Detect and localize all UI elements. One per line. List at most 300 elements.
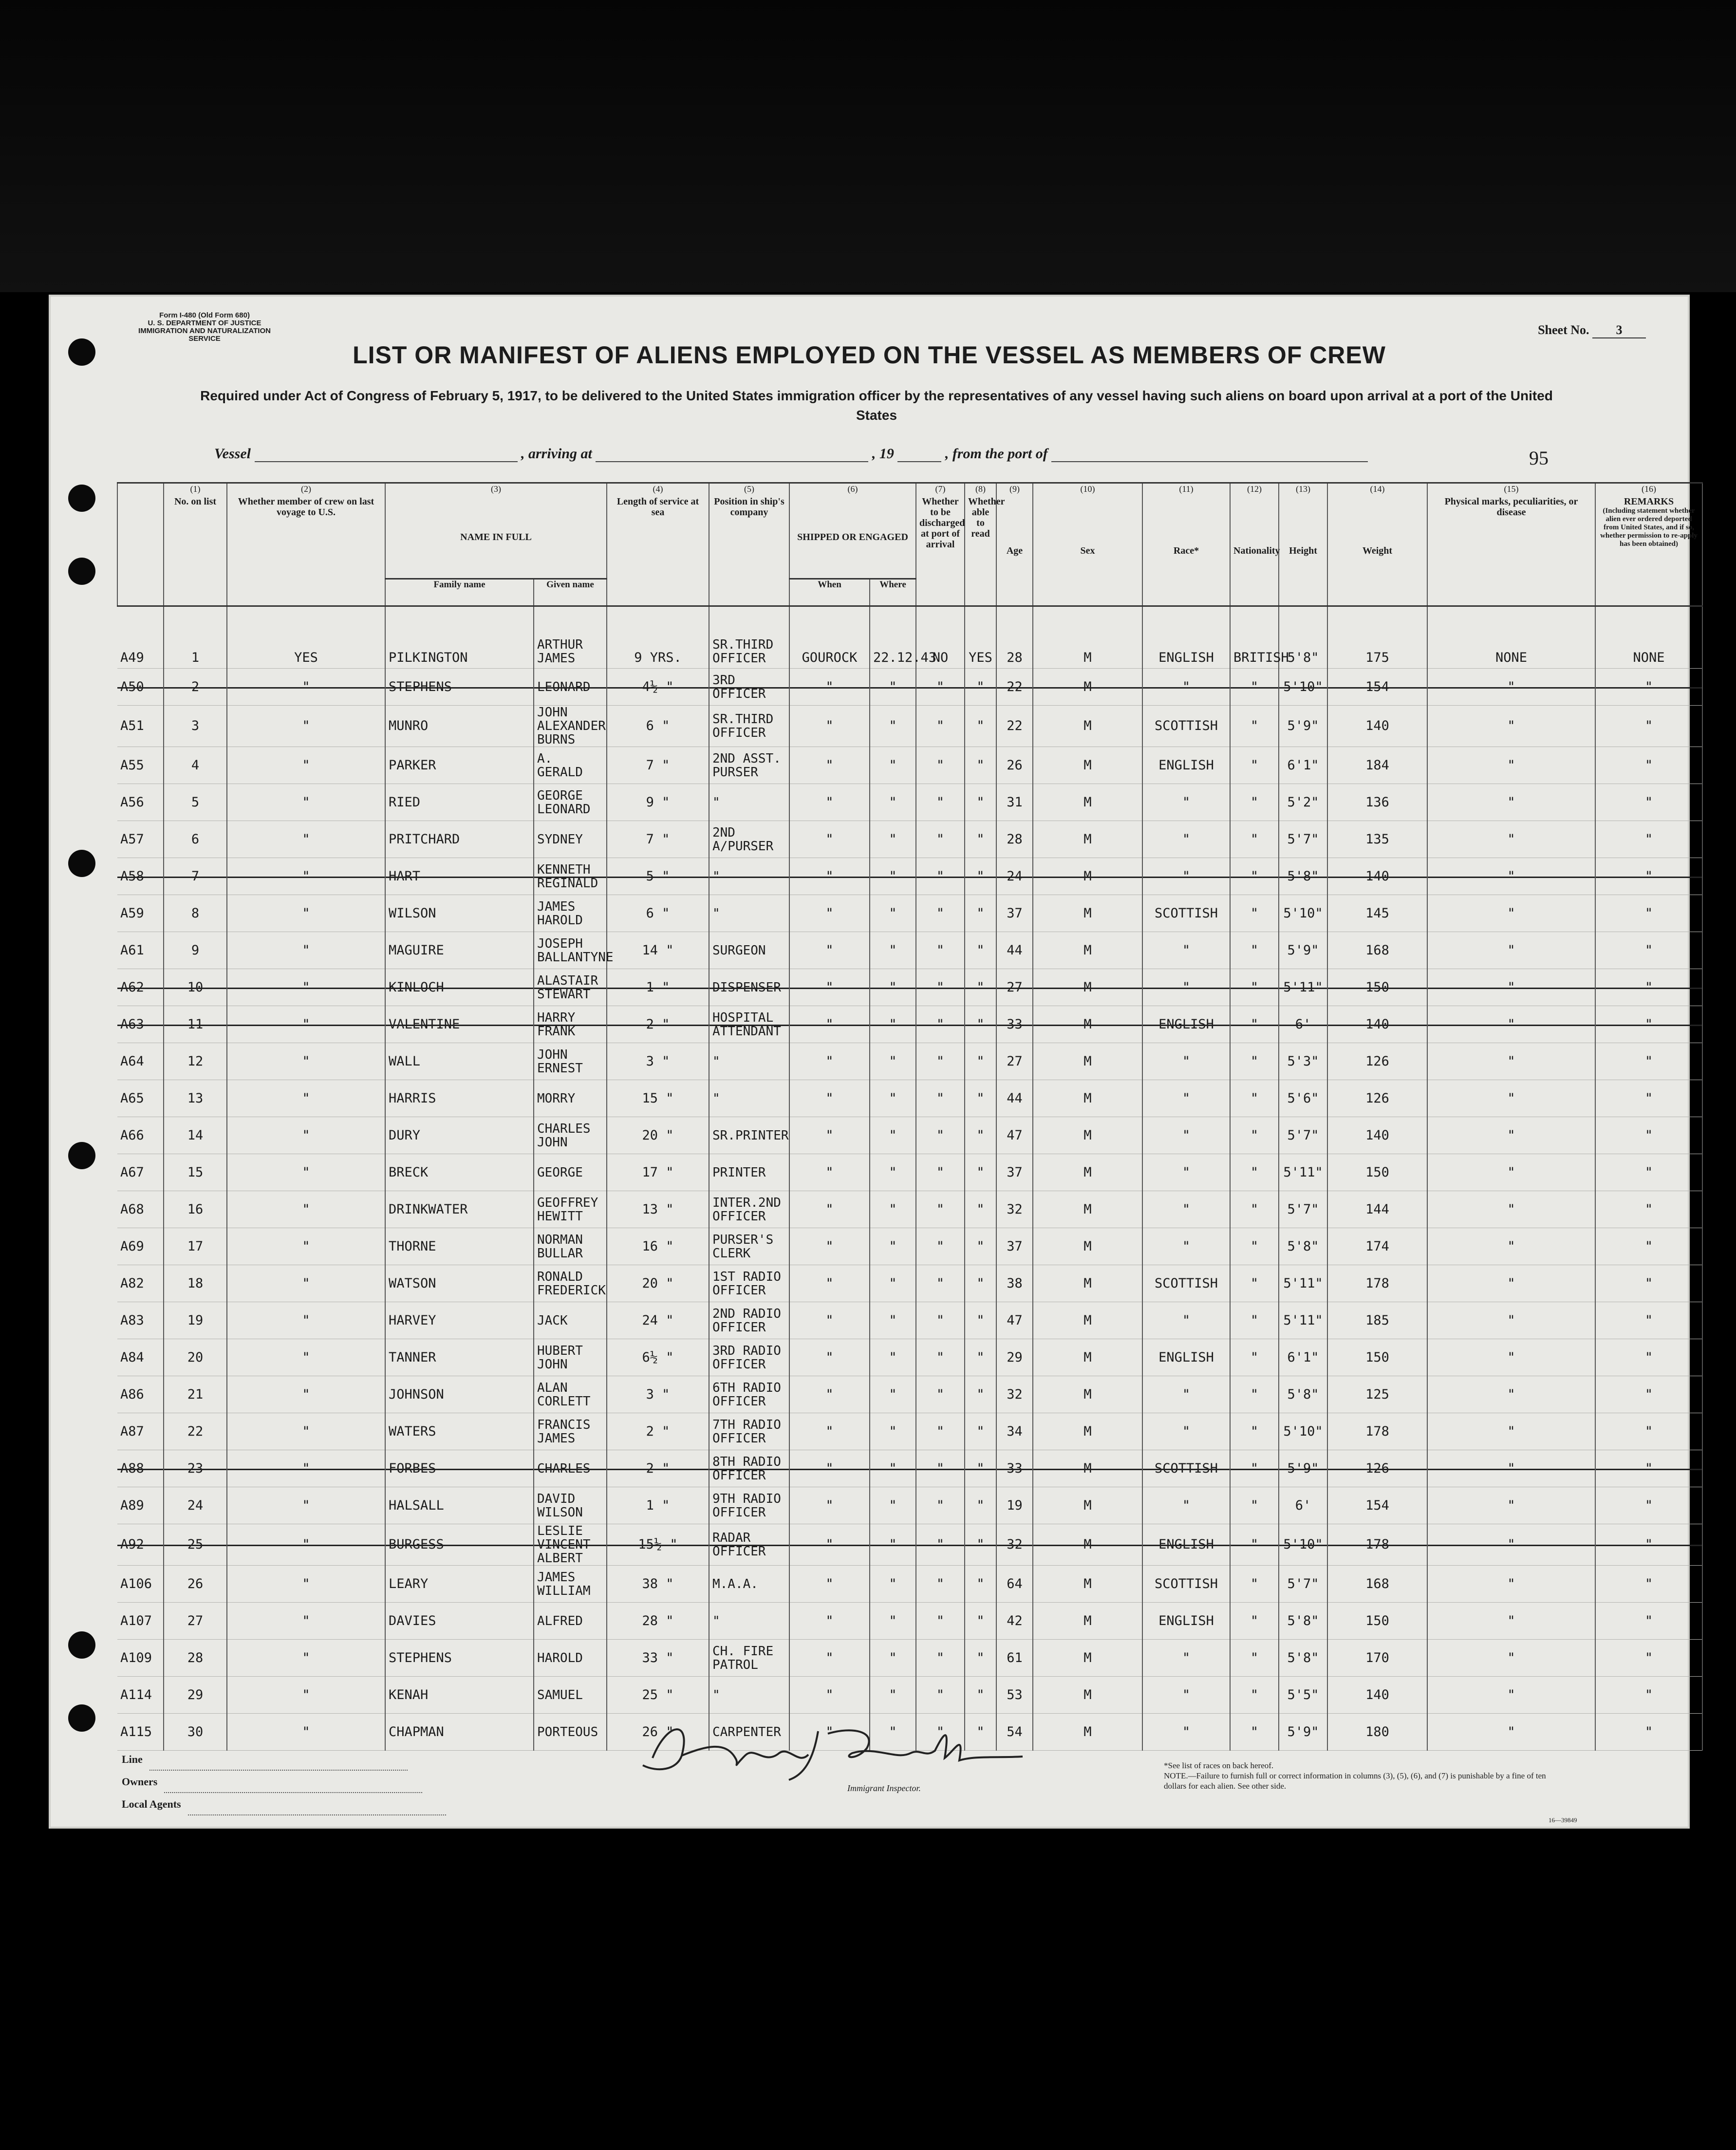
nationality-cell: ": [1230, 1524, 1279, 1566]
discharged-cell: ": [916, 1376, 965, 1413]
length-of-service-cell: 3 ": [607, 1376, 709, 1413]
length-of-service-cell: 4½ ": [607, 669, 709, 706]
age-cell: 22: [996, 669, 1033, 706]
table-row: [117, 606, 1702, 669]
weight-cell: 140: [1327, 1117, 1427, 1154]
physical-marks-cell: ": [1427, 969, 1595, 1006]
able-to-read-cell: ": [965, 858, 996, 895]
shipped-when-cell: ": [789, 1376, 870, 1413]
remarks-cell: ": [1595, 1043, 1702, 1080]
race-cell: ": [1142, 969, 1230, 1006]
list-id-cell: A66: [117, 1117, 164, 1154]
physical-marks-cell: ": [1427, 1450, 1595, 1487]
age-cell: 19: [996, 1487, 1033, 1524]
physical-marks-cell: ": [1427, 1524, 1595, 1566]
given-name-cell: HAROLD: [534, 1640, 607, 1677]
able-to-read-cell: ": [965, 669, 996, 706]
family-name-cell: WALL: [385, 1043, 534, 1080]
list-id-cell: A51: [117, 706, 164, 747]
row-number-cell: 30: [164, 1714, 227, 1751]
table-row: [117, 1450, 1702, 1487]
age-cell: 32: [996, 1191, 1033, 1228]
shipped-when-cell: ": [789, 895, 870, 932]
shipped-when-cell: ": [789, 821, 870, 858]
column-number-row: [117, 483, 1702, 497]
list-id-cell: A86: [117, 1376, 164, 1413]
shipped-when-cell: ": [789, 1714, 870, 1751]
table-row: [117, 932, 1702, 969]
remarks-subtitle: (Including statement whether alien ever ordered deported from United States, and if so, whether permission to re-apply has been obtained): [1600, 507, 1698, 548]
list-id-cell: A83: [117, 1302, 164, 1339]
given-name-cell: GEORGE LEONARD: [534, 784, 607, 821]
physical-marks-cell: ": [1427, 1080, 1595, 1117]
shipped-when-cell: ": [789, 1043, 870, 1080]
age-cell: 47: [996, 1302, 1033, 1339]
header-when: When: [789, 579, 870, 606]
weight-cell: 126: [1327, 1043, 1427, 1080]
binder-hole: [68, 485, 95, 512]
shipped-where-cell: ": [870, 1524, 916, 1566]
family-name-cell: DRINKWATER: [385, 1191, 534, 1228]
header-race: Race*: [1142, 496, 1230, 606]
age-cell: 33: [996, 1006, 1033, 1043]
table-row: [117, 1413, 1702, 1450]
sex-cell: M: [1033, 895, 1142, 932]
discharged-cell: ": [916, 932, 965, 969]
able-to-read-cell: ": [965, 1677, 996, 1714]
able-to-read-cell: ": [965, 1265, 996, 1302]
discharged-cell: ": [916, 1677, 965, 1714]
discharged-cell: ": [916, 1566, 965, 1603]
list-id-cell: A65: [117, 1080, 164, 1117]
form-number: Form I-480 (Old Form 680): [159, 311, 250, 319]
given-name-cell: ALASTAIR STEWART: [534, 969, 607, 1006]
row-number-cell: 22: [164, 1413, 227, 1450]
row-number-cell: 17: [164, 1228, 227, 1265]
able-to-read-cell: ": [965, 1339, 996, 1376]
weight-cell: 168: [1327, 1566, 1427, 1603]
weight-cell: 184: [1327, 747, 1427, 784]
able-to-read-cell: ": [965, 1006, 996, 1043]
physical-marks-cell: ": [1427, 1413, 1595, 1450]
race-cell: ": [1142, 1117, 1230, 1154]
sex-cell: M: [1033, 747, 1142, 784]
nationality-cell: ": [1230, 747, 1279, 784]
list-id-cell: A56: [117, 784, 164, 821]
length-of-service-cell: 6 ": [607, 895, 709, 932]
list-id-cell: A49: [117, 606, 164, 669]
crew-last-voyage-cell: ": [227, 706, 385, 747]
given-name-cell: SAMUEL: [534, 1677, 607, 1714]
shipped-where-cell: ": [870, 1080, 916, 1117]
header-sex: Sex: [1033, 496, 1142, 606]
nationality-cell: ": [1230, 1376, 1279, 1413]
age-cell: 37: [996, 895, 1033, 932]
shipped-where-cell: ": [870, 932, 916, 969]
given-name-cell: MORRY: [534, 1080, 607, 1117]
position-cell: SR.PRINTER: [709, 1117, 789, 1154]
remarks-cell: ": [1595, 1487, 1702, 1524]
discharged-cell: ": [916, 1080, 965, 1117]
length-of-service-cell: 5 ": [607, 858, 709, 895]
physical-marks-cell: ": [1427, 1191, 1595, 1228]
remarks-cell: ": [1595, 1450, 1702, 1487]
able-to-read-cell: ": [965, 1080, 996, 1117]
weight-cell: 144: [1327, 1191, 1427, 1228]
crew-last-voyage-cell: ": [227, 1302, 385, 1339]
table-row: [117, 1339, 1702, 1376]
weight-cell: 174: [1327, 1228, 1427, 1265]
crew-last-voyage-cell: ": [227, 1376, 385, 1413]
row-number-cell: 16: [164, 1191, 227, 1228]
able-to-read-cell: ": [965, 1043, 996, 1080]
shipped-where-cell: ": [870, 1117, 916, 1154]
year-blank: [897, 448, 941, 462]
shipped-where-cell: ": [870, 858, 916, 895]
shipped-when-cell: ": [789, 1566, 870, 1603]
remarks-cell: ": [1595, 1265, 1702, 1302]
given-name-cell: NORMAN BULLAR: [534, 1228, 607, 1265]
age-cell: 33: [996, 1450, 1033, 1487]
remarks-cell: ": [1595, 1603, 1702, 1640]
nationality-cell: ": [1230, 1265, 1279, 1302]
list-id-cell: A67: [117, 1154, 164, 1191]
position-cell: ": [709, 1677, 789, 1714]
shipped-when-cell: ": [789, 1413, 870, 1450]
shipped-when-cell: ": [789, 1302, 870, 1339]
owners-field: [122, 1771, 446, 1793]
sex-cell: M: [1033, 1677, 1142, 1714]
length-of-service-cell: 20 ": [607, 1117, 709, 1154]
age-cell: 37: [996, 1228, 1033, 1265]
physical-marks-cell: ": [1427, 1376, 1595, 1413]
crew-last-voyage-cell: ": [227, 1603, 385, 1640]
able-to-read-cell: ": [965, 1376, 996, 1413]
table-row: [117, 1524, 1702, 1566]
remarks-cell: ": [1595, 1191, 1702, 1228]
row-number-cell: 2: [164, 669, 227, 706]
sex-cell: M: [1033, 1487, 1142, 1524]
col-num: (16): [1595, 483, 1702, 497]
inspector-signature: [623, 1712, 1052, 1785]
shipped-where-cell: ": [870, 1376, 916, 1413]
crew-last-voyage-cell: ": [227, 784, 385, 821]
age-cell: 31: [996, 784, 1033, 821]
shipped-where-cell: ": [870, 1450, 916, 1487]
physical-marks-cell: ": [1427, 895, 1595, 932]
remarks-cell: ": [1595, 821, 1702, 858]
table-row: [117, 669, 1702, 706]
sex-cell: M: [1033, 1524, 1142, 1566]
col-num: (3): [385, 483, 607, 497]
age-cell: 22: [996, 706, 1033, 747]
height-cell: 5'11": [1279, 1265, 1327, 1302]
col-num: (7): [916, 483, 965, 497]
remarks-cell: ": [1595, 1376, 1702, 1413]
list-id-cell: A68: [117, 1191, 164, 1228]
list-id-cell: A84: [117, 1339, 164, 1376]
owners-label: Owners: [122, 1776, 158, 1788]
table-row: [117, 1117, 1702, 1154]
list-id-cell: A61: [117, 932, 164, 969]
position-cell: ": [709, 895, 789, 932]
remarks-cell: ": [1595, 669, 1702, 706]
race-cell: ": [1142, 1677, 1230, 1714]
discharged-cell: ": [916, 821, 965, 858]
crew-last-voyage-cell: ": [227, 1413, 385, 1450]
able-to-read-cell: ": [965, 1640, 996, 1677]
given-name-cell: LESLIE VINCENT ALBERT: [534, 1524, 607, 1566]
col-num: (2): [227, 483, 385, 497]
physical-marks-cell: ": [1427, 1302, 1595, 1339]
position-cell: 6TH RADIO OFFICER: [709, 1376, 789, 1413]
shipped-where-cell: ": [870, 1603, 916, 1640]
position-cell: ": [709, 1080, 789, 1117]
given-name-cell: JACK: [534, 1302, 607, 1339]
discharged-cell: ": [916, 1006, 965, 1043]
shipped-when-cell: ": [789, 1640, 870, 1677]
row-number-cell: 25: [164, 1524, 227, 1566]
row-number-cell: 29: [164, 1677, 227, 1714]
remarks-cell: ": [1595, 1080, 1702, 1117]
race-cell: ": [1142, 784, 1230, 821]
given-name-cell: LEONARD: [534, 669, 607, 706]
form-identifier: [124, 312, 285, 343]
arriving-blank: [596, 448, 868, 462]
remarks-cell: ": [1595, 1154, 1702, 1191]
height-cell: 5'5": [1279, 1677, 1327, 1714]
discharged-cell: ": [916, 1339, 965, 1376]
family-name-cell: PARKER: [385, 747, 534, 784]
race-cell: ": [1142, 669, 1230, 706]
height-cell: 5'10": [1279, 1413, 1327, 1450]
weight-cell: 140: [1327, 1677, 1427, 1714]
family-name-cell: MAGUIRE: [385, 932, 534, 969]
position-cell: DISPENSER: [709, 969, 789, 1006]
table-row: [117, 1006, 1702, 1043]
weight-cell: 180: [1327, 1714, 1427, 1751]
age-cell: 64: [996, 1566, 1033, 1603]
able-to-read-cell: ": [965, 1117, 996, 1154]
physical-marks-cell: ": [1427, 821, 1595, 858]
table-row: [117, 1640, 1702, 1677]
header-weight: Weight: [1327, 496, 1427, 606]
discharged-cell: ": [916, 1265, 965, 1302]
position-cell: SR.THIRD OFFICER: [709, 606, 789, 669]
list-id-cell: A62: [117, 969, 164, 1006]
row-number-cell: 4: [164, 747, 227, 784]
height-cell: 5'9": [1279, 1714, 1327, 1751]
list-id-cell: A106: [117, 1566, 164, 1603]
row-number-cell: 9: [164, 932, 227, 969]
row-number-cell: 23: [164, 1450, 227, 1487]
race-cell: ": [1142, 932, 1230, 969]
race-cell: ": [1142, 858, 1230, 895]
age-cell: 42: [996, 1603, 1033, 1640]
col-num: (13): [1279, 483, 1327, 497]
crew-last-voyage-cell: ": [227, 969, 385, 1006]
col-num: (10): [1033, 483, 1142, 497]
age-cell: 24: [996, 858, 1033, 895]
remarks-cell: ": [1595, 1714, 1702, 1751]
position-cell: M.A.A.: [709, 1566, 789, 1603]
col-num: (14): [1327, 483, 1427, 497]
shipped-when-cell: ": [789, 784, 870, 821]
shipped-when-cell: ": [789, 1228, 870, 1265]
discharged-cell: ": [916, 1487, 965, 1524]
able-to-read-cell: ": [965, 932, 996, 969]
weight-cell: 154: [1327, 669, 1427, 706]
shipped-when-cell: ": [789, 669, 870, 706]
shipped-where-cell: ": [870, 1640, 916, 1677]
able-to-read-cell: ": [965, 1524, 996, 1566]
weight-cell: 175: [1327, 606, 1427, 669]
shipped-where-cell: 22.12.43: [870, 606, 916, 669]
length-of-service-cell: 3 ": [607, 1043, 709, 1080]
crew-last-voyage-cell: ": [227, 1640, 385, 1677]
age-cell: 27: [996, 1043, 1033, 1080]
height-cell: 5'7": [1279, 1191, 1327, 1228]
family-name-cell: LEARY: [385, 1566, 534, 1603]
discharged-cell: ": [916, 1603, 965, 1640]
race-cell: ": [1142, 1080, 1230, 1117]
age-cell: 38: [996, 1265, 1033, 1302]
row-number-cell: 11: [164, 1006, 227, 1043]
table-row: [117, 1603, 1702, 1640]
family-name-cell: DAVIES: [385, 1603, 534, 1640]
vessel-blank: [255, 448, 518, 462]
line-blank: [149, 1760, 408, 1771]
list-id-cell: A89: [117, 1487, 164, 1524]
family-name-cell: PILKINGTON: [385, 606, 534, 669]
list-id-header: [117, 496, 164, 606]
race-cell: ": [1142, 821, 1230, 858]
length-of-service-cell: 33 ": [607, 1640, 709, 1677]
col-num: (6): [789, 483, 916, 497]
col-num: (8): [965, 483, 996, 497]
discharged-cell: ": [916, 1043, 965, 1080]
header-read: Whether able to read: [965, 496, 996, 606]
discharged-cell: ": [916, 1117, 965, 1154]
discharged-cell: ": [916, 1191, 965, 1228]
able-to-read-cell: ": [965, 747, 996, 784]
discharged-cell: ": [916, 1413, 965, 1450]
given-name-cell: RONALD FREDERICK: [534, 1265, 607, 1302]
able-to-read-cell: ": [965, 1191, 996, 1228]
given-name-cell: JAMES HAROLD: [534, 895, 607, 932]
nationality-cell: ": [1230, 1154, 1279, 1191]
weight-cell: 150: [1327, 969, 1427, 1006]
list-id-cell: A107: [117, 1603, 164, 1640]
sex-cell: M: [1033, 1302, 1142, 1339]
crew-last-voyage-cell: ": [227, 669, 385, 706]
row-number-cell: 3: [164, 706, 227, 747]
crew-last-voyage-cell: ": [227, 1006, 385, 1043]
height-cell: 5'8": [1279, 606, 1327, 669]
family-name-cell: FORBES: [385, 1450, 534, 1487]
remarks-cell: ": [1595, 1640, 1702, 1677]
list-id-cell: A59: [117, 895, 164, 932]
height-cell: 6'1": [1279, 747, 1327, 784]
nationality-cell: ": [1230, 1714, 1279, 1751]
nationality-cell: ": [1230, 784, 1279, 821]
row-number-cell: 19: [164, 1302, 227, 1339]
nationality-cell: ": [1230, 1339, 1279, 1376]
discharged-cell: ": [916, 1450, 965, 1487]
binder-hole: [68, 558, 95, 585]
sex-cell: M: [1033, 1566, 1142, 1603]
nationality-cell: ": [1230, 1228, 1279, 1265]
physical-marks-cell: NONE: [1427, 606, 1595, 669]
row-number-cell: 13: [164, 1080, 227, 1117]
length-of-service-cell: 38 ": [607, 1566, 709, 1603]
row-number-cell: 6: [164, 821, 227, 858]
races-note: *See list of races on back hereof.: [1164, 1761, 1274, 1770]
position-cell: ": [709, 784, 789, 821]
able-to-read-cell: ": [965, 969, 996, 1006]
able-to-read-cell: ": [965, 784, 996, 821]
nationality-cell: ": [1230, 1191, 1279, 1228]
discharged-cell: ": [916, 1524, 965, 1566]
shipped-when-cell: ": [789, 1603, 870, 1640]
binder-hole: [68, 850, 95, 877]
row-number-cell: 15: [164, 1154, 227, 1191]
col-num: (1): [164, 483, 227, 497]
length-of-service-cell: 15½ ": [607, 1524, 709, 1566]
sex-cell: M: [1033, 1006, 1142, 1043]
sex-cell: M: [1033, 1603, 1142, 1640]
family-name-cell: DURY: [385, 1117, 534, 1154]
shipped-when-cell: ": [789, 747, 870, 784]
physical-marks-cell: ": [1427, 1043, 1595, 1080]
height-cell: 5'7": [1279, 1117, 1327, 1154]
list-id-cell: A57: [117, 821, 164, 858]
header-length-service: Length of service at sea: [607, 496, 709, 606]
height-cell: 5'8": [1279, 1376, 1327, 1413]
shipped-when-cell: ": [789, 1191, 870, 1228]
sex-cell: M: [1033, 1339, 1142, 1376]
able-to-read-cell: ": [965, 895, 996, 932]
shipped-where-cell: ": [870, 1265, 916, 1302]
discharged-cell: ": [916, 895, 965, 932]
position-cell: INTER.2ND OFFICER: [709, 1191, 789, 1228]
discharged-cell: ": [916, 1640, 965, 1677]
height-cell: 5'8": [1279, 1228, 1327, 1265]
row-number-cell: 28: [164, 1640, 227, 1677]
shipped-when-cell: ": [789, 969, 870, 1006]
row-number-cell: 8: [164, 895, 227, 932]
page-subtitle: Required under Act of Congress of February 5, 1917, to be delivered to the United States immigration officer by the representatives of any vessel having such aliens on board upon arrival at a port of the United States: [200, 388, 1553, 423]
weight-cell: 154: [1327, 1487, 1427, 1524]
header-position: Position in ship's company: [709, 496, 789, 606]
penalty-note: NOTE.—Failure to furnish full or correct information in columns (3), (5), (6), and (7) is punishable by a fine of ten dollars for each alien. See other side.: [1164, 1771, 1546, 1791]
length-of-service-cell: 7 ": [607, 747, 709, 784]
family-name-cell: KENAH: [385, 1677, 534, 1714]
table-row: [117, 1043, 1702, 1080]
list-id-cell: A109: [117, 1640, 164, 1677]
height-cell: 5'7": [1279, 821, 1327, 858]
physical-marks-cell: ": [1427, 1154, 1595, 1191]
given-name-cell: HUBERT JOHN: [534, 1339, 607, 1376]
race-cell: ENGLISH: [1142, 1339, 1230, 1376]
nationality-cell: ": [1230, 1413, 1279, 1450]
position-cell: 8TH RADIO OFFICER: [709, 1450, 789, 1487]
nationality-cell: ": [1230, 895, 1279, 932]
family-name-cell: PRITCHARD: [385, 821, 534, 858]
weight-cell: 140: [1327, 1006, 1427, 1043]
physical-marks-cell: ": [1427, 1714, 1595, 1751]
crew-last-voyage-cell: ": [227, 1043, 385, 1080]
